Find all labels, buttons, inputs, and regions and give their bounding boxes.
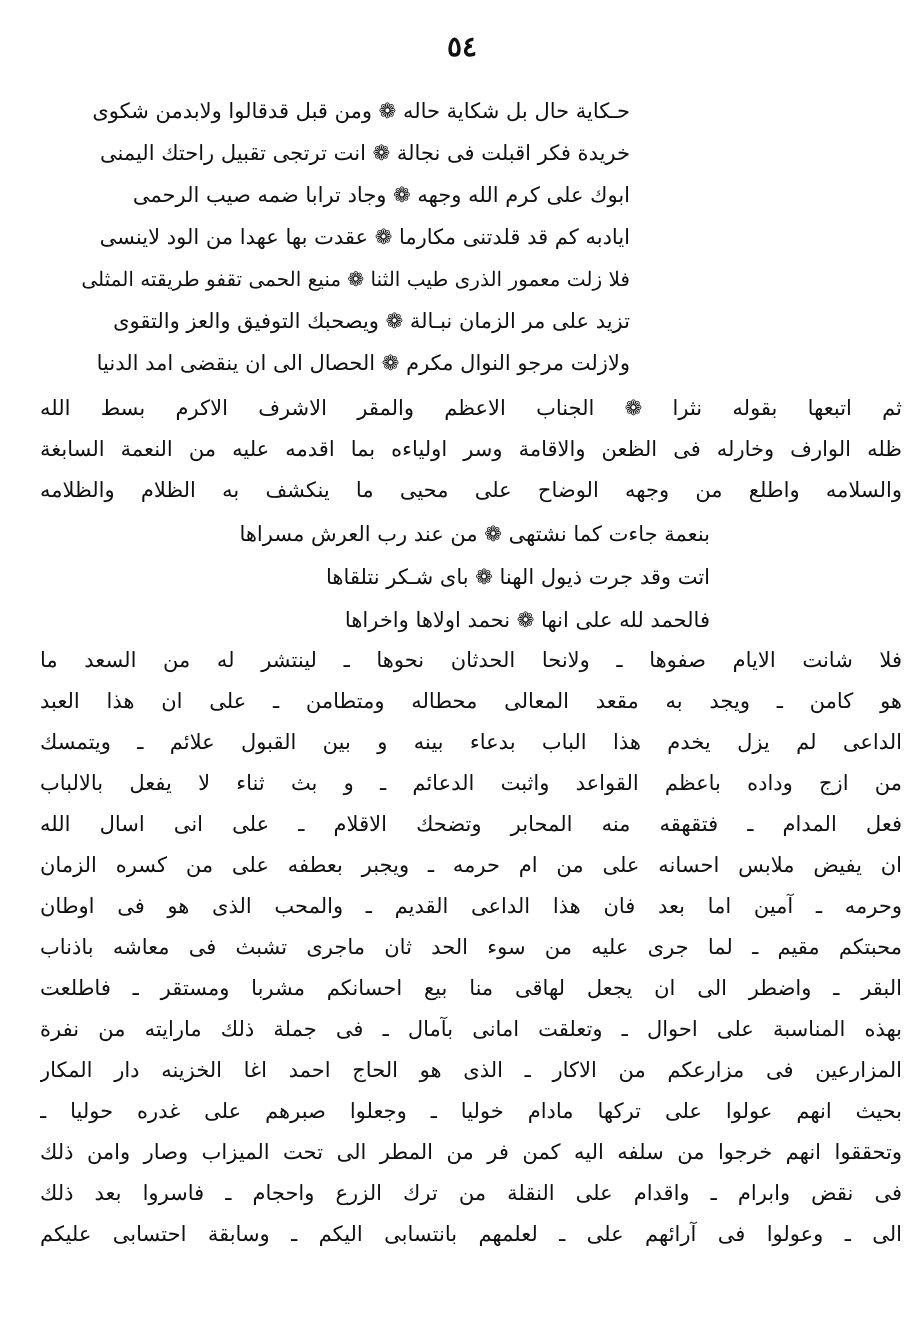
prose-line: من ازج وداده باعظم القواعد واثبت الدعائم ـ و بث ثناء لا يفعل بالالباب [40,771,902,795]
inset-poem-line: اتت وقد جرت ذيول الهنا ❁ باى شـكر نتلقاها [325,565,710,589]
poem-line: خريدة فكر اقبلت فى نجالة ❁ انت ترتجى تقبيل راحتك اليمنى [99,141,630,165]
prose-block [40,388,902,511]
poem-block [70,90,630,384]
prose-line: ثم اتبعها بقوله نثرا ❁ الجناب الاعظم والمقر الاشرف الاكرم بسط الله [40,396,902,420]
prose-line: ان يفيض ملابس احسانه على من ام حرمه ـ ويجبر بعطفه على من كسره الزمان [40,853,902,877]
inset-poem-block [70,513,710,642]
poem-line: ابوك على كرم الله وجهه ❁ وجاد ترابا ضمه صيب الرحمى [132,183,630,207]
prose-line: هو كامن ـ ويجد به مقعد المعالى محطاله ومتطامن ـ على ان هذا العبد [40,689,902,713]
prose-line: المزارعين فى مزارعكم من الاكار ـ الذى هو الحاج احمد اغا الخزينه دار المكار [40,1058,902,1082]
prose-line: وتحققوا انهم خرجوا من سلفه اليه كمن فر من المطر الى تحت الميزاب وصار وامن ذلك [40,1140,902,1164]
prose-line: الى ـ وعولوا فى آرائهم على ـ لعلمهم بانتسابى اليكم ـ وسابقة احتسابى عليكم [40,1222,902,1246]
inset-poem-line: فالحمد لله على انها ❁ نحمد اولاها واخراها [344,608,710,632]
prose-block-main [40,640,902,1255]
prose-line: وحرمه ـ آمين اما بعد فان هذا الداعى القديم ـ والمحب الذى هو فى اوطان [40,894,902,918]
prose-line: الداعى لم يزل يخدم هذا الباب بدعاء بينه و بين القبول علائم ـ ويتمسك [40,730,902,754]
prose-line: بحيث انهم عولوا على تركها مادام خوليا ـ وجعلوا صبرهم على غدره حوليا ـ [40,1099,902,1123]
inset-poem-line: بنعمة جاءت كما نشتهى ❁ من عند رب العرش مسراها [239,522,710,546]
prose-line: فعل المدام ـ فتقهقه منه المحابر وتضحك الاقلام ـ على انى اسال الله [40,812,902,836]
prose-line: ظله الوارف وخارله فى الظعن والاقامة وسر اولياءه بما اقدمه عليه من النعمة السابغة [40,437,902,461]
prose-line: والسلامه واطلع من وجهه الوضاح على محيى ما ينكشف به الظلام والظلامه [40,478,902,502]
prose-line: البقر ـ واضطر الى ان يجعل لهاقى منا بيع احسانكم مشربا ومستقر ـ فاطلعت [40,976,902,1000]
page-number: ٥٤ [446,30,478,63]
prose-line: بهذه المناسبة على احوال ـ وتعلقت امانى بآمال ـ فى جملة ذلك مارايته من نفرة [40,1017,902,1041]
poem-line: ايادبه كم قد قلدتنى مكارما ❁ عقدت بها عهدا من الود لاينسى [99,225,630,249]
poem-line: تزيد على مر الزمان نبـالة ❁ ويصحبك التوفيق والعز والتقوى [113,309,630,333]
poem-line: فلا زلت معمور الذرى طيب الثنا ❁ منيع الحمى تقفو طريقته المثلى [81,267,630,291]
prose-line: فى نقض وابرام ـ واقدام على النقلة من ترك الزرع واحجام ـ فاسروا بعد ذلك [40,1181,902,1205]
poem-line: حـكاية حال بل شكاية حاله ❁ ومن قبل قدقالوا ولابدمن شكوى [92,99,630,123]
poem-line: ولازلت مرجو النوال مكرم ❁ الحصال الى ان ينقضى امد الدنيا [96,351,630,375]
prose-line: محبتكم مقيم ـ لما جرى عليه من سوء الحد ثان ماجرى تشبث فى معاشه باذناب [40,935,902,959]
prose-line: فلا شانت الايام صفوها ـ ولانحا الحدثان نحوها ـ لينتشر له من السعد ما [40,648,902,672]
